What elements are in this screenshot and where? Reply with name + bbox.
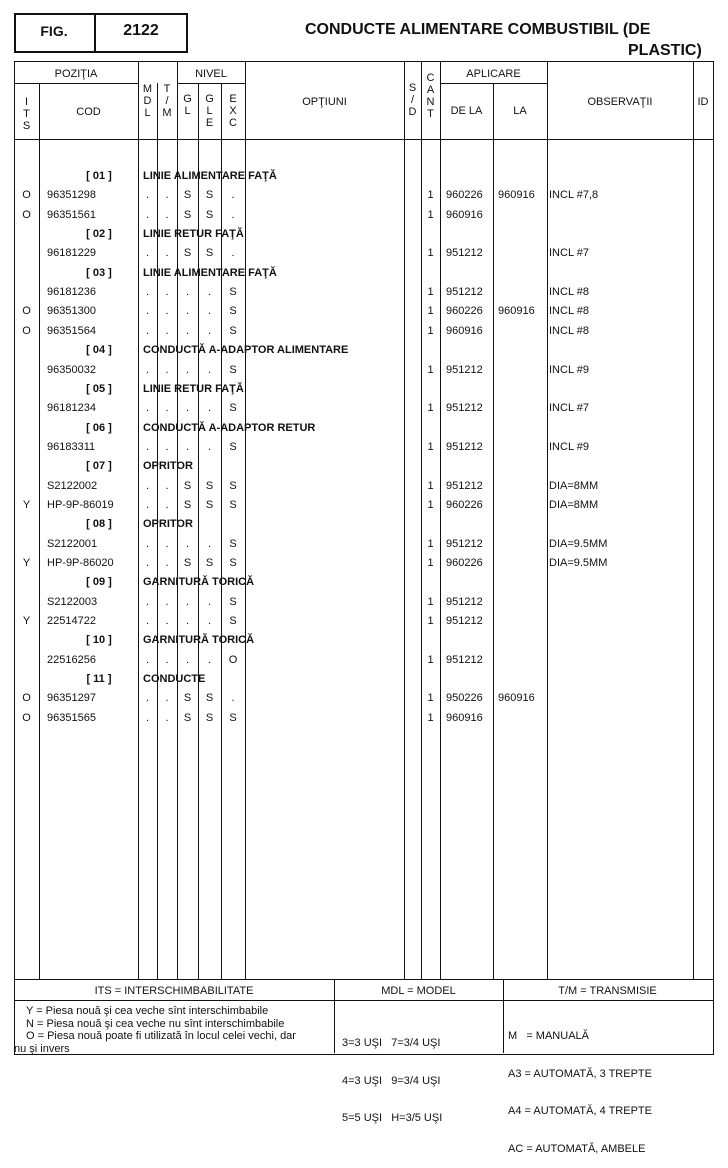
header-nivel: NIVEL — [195, 68, 227, 80]
cell-mdl: . — [145, 189, 150, 202]
col-line-la — [547, 61, 548, 979]
cell-gl: S — [183, 247, 192, 260]
position-number: [ 02 ] — [86, 228, 112, 241]
cell-cant: 1 — [427, 537, 434, 550]
its-legend-line: O = Piesa nouă poate fi utilizată în locul celei vechi, dar — [26, 1030, 296, 1042]
cell-gl: . — [185, 537, 190, 550]
cell-mdl: . — [145, 557, 150, 569]
cell-de-la: 960916 — [446, 324, 483, 337]
cell-tm: . — [165, 615, 169, 628]
cell-its: O — [22, 305, 31, 318]
cell-cant: 1 — [427, 711, 434, 724]
cell-exc: S — [229, 305, 237, 318]
cell-mdl: . — [145, 324, 150, 337]
cell-its: O — [22, 324, 31, 337]
group-title: LINIE ALIMENTARE FAŢĂ — [143, 170, 277, 182]
cell-tm: . — [165, 653, 169, 666]
cell-cod: S2122002 — [47, 479, 98, 492]
position-number: [ 11 ] — [86, 673, 112, 686]
its-legend-line: Y = Piesa nouă şi cea veche sînt interschimbabile — [26, 1005, 269, 1017]
cell-its: O — [22, 692, 31, 705]
cell-cod: 96351564 — [47, 324, 96, 337]
cell-cod: HP-9P-86019 — [47, 498, 114, 511]
footer-mdl-title: MDL = MODEL — [381, 985, 456, 997]
header-exc: E X C — [229, 93, 237, 129]
cell-mdl: . — [145, 537, 150, 550]
cell-tm: . — [165, 208, 169, 221]
header-divider — [14, 139, 713, 140]
cell-la: 960916 — [498, 189, 535, 202]
cell-gle: . — [207, 595, 212, 608]
col-line-exc — [245, 61, 246, 979]
cell-tm: . — [165, 402, 169, 415]
cell-gle: S — [205, 692, 214, 705]
cell-cant: 1 — [427, 286, 434, 299]
cell-tm: . — [165, 479, 169, 492]
cell-gl: S — [183, 711, 192, 724]
col-line-obs — [693, 61, 694, 979]
cell-exc: . — [231, 692, 235, 705]
position-number: [ 10 ] — [86, 634, 112, 647]
mdl-legend-line: 3=3 UŞI 7=3/4 UŞI — [342, 1037, 441, 1049]
cell-mdl: . — [145, 711, 150, 724]
cell-cant: 1 — [427, 440, 434, 453]
cell-cant: 1 — [427, 247, 434, 260]
cell-tm: . — [165, 286, 169, 299]
cell-gl: S — [183, 692, 192, 705]
cell-obs: DIA=8MM — [549, 498, 599, 511]
cell-exc: . — [231, 247, 235, 260]
cell-tm: . — [165, 363, 169, 376]
tm-legend-line: AC = AUTOMATĂ, AMBELE — [508, 1142, 646, 1155]
cell-exc: S — [229, 324, 237, 337]
cell-de-la: 950226 — [446, 692, 483, 705]
cell-obs: INCL #8 — [549, 324, 589, 337]
position-number: [ 03 ] — [86, 266, 112, 279]
cell-de-la: 951212 — [446, 537, 483, 550]
cell-cant: 1 — [427, 324, 434, 337]
cell-exc: S — [229, 537, 237, 550]
cell-gle: . — [207, 324, 212, 337]
header-cant: C A N T — [426, 72, 435, 120]
cell-exc: S — [229, 402, 237, 415]
cell-de-la: 951212 — [446, 595, 483, 608]
cell-cod: 96351565 — [47, 711, 96, 724]
cell-mdl: . — [145, 440, 150, 453]
cell-obs: INCL #9 — [549, 363, 589, 376]
tm-legend-line: A4 = AUTOMATĂ, 4 TREPTE — [508, 1105, 652, 1117]
cell-gle: S — [205, 498, 214, 511]
cell-gl: . — [185, 324, 190, 337]
cell-de-la: 960226 — [446, 305, 483, 318]
cell-obs: INCL #9 — [549, 440, 589, 453]
header-observatii: OBSERVAŢII — [587, 96, 653, 108]
cell-gle: . — [207, 653, 212, 666]
position-number: [ 01 ] — [86, 170, 112, 182]
footer-its-title: ITS = INTERSCHIMBABILITATE — [94, 985, 254, 997]
fig-number: 2122 — [123, 22, 159, 39]
fig-label: FIG. — [40, 23, 68, 39]
footer-top-line — [14, 979, 713, 980]
cell-de-la: 951212 — [446, 247, 483, 260]
cell-cod: 96181236 — [47, 286, 96, 299]
cell-obs: INCL #7 — [549, 402, 589, 415]
cell-mdl: . — [145, 479, 150, 492]
cell-exc: S — [229, 595, 237, 608]
footer-mdl-legend — [342, 1012, 442, 1137]
cell-gle: S — [205, 479, 214, 492]
cell-mdl: . — [145, 595, 150, 608]
cell-gl: . — [185, 402, 190, 415]
nivel-underline — [177, 83, 245, 84]
cell-gle: . — [207, 305, 212, 318]
cell-gle: . — [207, 363, 212, 376]
header-cod: COD — [76, 106, 101, 118]
cell-its: Y — [22, 498, 31, 511]
cell-tm: . — [165, 498, 169, 511]
cell-mdl: . — [145, 363, 150, 376]
position-number: [ 06 ] — [86, 421, 112, 434]
cell-gl: . — [185, 305, 190, 318]
group-title: CONDUCTE — [143, 673, 206, 686]
cell-gl: S — [183, 557, 192, 569]
group-title: LINIE RETUR FAŢĂ — [143, 382, 244, 395]
cell-cod: 96351297 — [47, 692, 96, 705]
cell-gl: S — [183, 189, 192, 202]
footer-its-legend — [14, 1005, 332, 1055]
position-number: [ 07 ] — [86, 460, 112, 473]
cell-cod: 96181234 — [47, 402, 96, 415]
cell-tm: . — [165, 537, 169, 550]
cell-la: 960916 — [498, 305, 535, 318]
cell-gl: . — [185, 653, 190, 666]
cell-cant: 1 — [427, 363, 434, 376]
cell-cant: 1 — [427, 653, 434, 666]
cell-obs: DIA=8MM — [549, 479, 599, 492]
cell-exc: S — [229, 498, 237, 511]
position-number: [ 05 ] — [86, 382, 112, 395]
cell-its: O — [22, 711, 31, 724]
header-pozitia: POZIŢIA — [54, 68, 98, 80]
cell-gle: S — [205, 557, 214, 569]
cell-de-la: 960916 — [446, 711, 483, 724]
cell-exc: S — [229, 615, 237, 628]
cell-tm: . — [165, 440, 169, 453]
mdl-legend-line: 5=5 UŞI H=3/5 UŞI — [342, 1112, 443, 1124]
cell-cod: 96183311 — [47, 440, 96, 453]
cell-gle: . — [207, 615, 212, 628]
cell-gle: S — [205, 247, 214, 260]
cell-tm: . — [165, 189, 169, 202]
cell-gle: . — [207, 286, 212, 299]
cell-cod: 22516256 — [47, 653, 96, 666]
cell-de-la: 951212 — [446, 653, 483, 666]
cell-gl: . — [185, 286, 190, 299]
pozitia-underline — [14, 83, 138, 84]
group-title: OPRITOR — [143, 518, 193, 531]
cell-gle: S — [205, 711, 214, 724]
cell-cant: 1 — [427, 189, 434, 202]
position-number: [ 09 ] — [86, 576, 112, 589]
cell-cod: 22514722 — [47, 615, 96, 628]
cell-de-la: 951212 — [446, 402, 483, 415]
col-line-optiuni — [404, 61, 405, 979]
header-de-la: DE LA — [450, 105, 483, 117]
cell-exc: S — [229, 440, 237, 453]
group-title: LINIE ALIMENTARE FAŢĂ — [143, 266, 277, 279]
cell-cod: 96350032 — [47, 363, 96, 376]
position-number: [ 08 ] — [86, 518, 112, 531]
col-line-dela — [493, 83, 494, 979]
cell-exc: S — [229, 363, 237, 376]
cell-cod: 96181229 — [47, 247, 96, 260]
footer-tm-legend — [508, 1005, 652, 1168]
cell-mdl: . — [145, 208, 150, 221]
cell-exc: S — [229, 286, 237, 299]
cell-de-la: 960226 — [446, 498, 483, 511]
cell-de-la: 951212 — [446, 440, 483, 453]
page-title-line2: PLASTIC) — [628, 42, 702, 59]
cell-mdl: . — [145, 402, 150, 415]
cell-its: O — [22, 189, 31, 202]
cell-cod: 96351561 — [47, 208, 96, 221]
cell-tm: . — [165, 692, 169, 705]
group-title: OPRITOR — [143, 460, 193, 473]
cell-obs: INCL #8 — [549, 286, 589, 299]
cell-gle: . — [207, 537, 212, 550]
cell-de-la: 960226 — [446, 189, 483, 202]
cell-obs: DIA=9.5MM — [549, 537, 608, 550]
group-title: GARNITURĂ TORICĂ — [143, 634, 255, 647]
tm-legend-line: M = MANUALĂ — [508, 1030, 589, 1042]
cell-cant: 1 — [427, 402, 434, 415]
cell-obs: INCL #7,8 — [549, 189, 599, 202]
cell-mdl: . — [145, 247, 150, 260]
cell-cant: 1 — [427, 595, 434, 608]
cell-tm: . — [165, 247, 169, 260]
col-line-its — [39, 83, 40, 979]
col-line-cant — [440, 61, 441, 979]
cell-exc: S — [229, 479, 237, 492]
cell-tm: . — [165, 711, 169, 724]
cell-de-la: 951212 — [446, 479, 483, 492]
cell-de-la: 960226 — [446, 557, 483, 569]
cell-de-la: 951212 — [446, 615, 483, 628]
cell-tm: . — [165, 324, 169, 337]
cell-gl: . — [185, 440, 190, 453]
cell-de-la: 951212 — [446, 363, 483, 376]
cell-cant: 1 — [427, 208, 434, 221]
cell-mdl: . — [145, 692, 150, 705]
cell-exc: S — [229, 557, 237, 569]
footer-tm-title: T/M = TRANSMISIE — [558, 985, 657, 997]
footer-title-line — [14, 1000, 713, 1001]
cell-gl: . — [185, 615, 190, 628]
cell-gl: . — [185, 595, 190, 608]
group-title: CONDUCTĂ A-ADAPTOR RETUR — [143, 421, 316, 434]
cell-tm: . — [165, 305, 169, 318]
header-tm: T / M — [162, 83, 172, 119]
parts-table-frame — [14, 61, 714, 1055]
cell-obs: INCL #8 — [549, 305, 589, 318]
cell-cod: S2122003 — [47, 595, 98, 608]
header-gl: G L — [183, 93, 192, 117]
cell-cant: 1 — [427, 615, 434, 628]
header-aplicare: APLICARE — [466, 68, 521, 80]
cell-exc: S — [229, 711, 237, 724]
cell-its: O — [22, 208, 31, 221]
cell-gl: S — [183, 208, 192, 221]
cell-gl: S — [183, 498, 192, 511]
cell-cant: 1 — [427, 692, 434, 705]
its-legend-line: nu şi invers — [14, 1042, 70, 1055]
cell-tm: . — [165, 595, 169, 608]
header-optiuni: OPŢIUNI — [302, 96, 347, 108]
cell-gl: . — [185, 363, 190, 376]
cell-mdl: . — [145, 305, 150, 318]
cell-gl: S — [183, 479, 192, 492]
cell-gle: S — [205, 189, 214, 202]
cell-obs: DIA=9.5MM — [549, 557, 608, 569]
its-legend-line: N = Piesa nouă şi cea veche nu sînt interschimbabile — [26, 1017, 285, 1030]
cell-cant: 1 — [427, 305, 434, 318]
position-number: [ 04 ] — [86, 344, 112, 357]
cell-cod: HP-9P-86020 — [47, 557, 114, 569]
cell-its: Y — [22, 557, 31, 569]
cell-gle: . — [207, 402, 212, 415]
cell-la: 960916 — [498, 692, 535, 705]
mdl-legend-line: 4=3 UŞI 9=3/4 UŞI — [342, 1074, 441, 1087]
cell-mdl: . — [145, 653, 150, 666]
cell-exc: O — [228, 653, 238, 666]
header-la: LA — [513, 105, 527, 117]
cell-cod: S2122001 — [47, 537, 98, 550]
cell-its: Y — [22, 615, 31, 628]
group-title: CONDUCTĂ A-ADAPTOR ALIMENTARE — [143, 344, 349, 357]
cell-cod: 96351300 — [47, 305, 96, 318]
cell-cod: 96351298 — [47, 189, 96, 202]
cell-cant: 1 — [427, 498, 434, 511]
tm-legend-line: A3 = AUTOMATĂ, 3 TREPTE — [508, 1067, 652, 1080]
header-mdl: M D L — [142, 83, 153, 119]
header-its: I T S — [22, 96, 31, 132]
group-title: GARNITURĂ TORICĂ — [143, 576, 255, 589]
cell-obs: INCL #7 — [549, 247, 589, 260]
cell-mdl: . — [145, 615, 150, 628]
header-id: ID — [697, 96, 709, 108]
cell-gle: . — [207, 440, 212, 453]
group-title: LINIE RETUR FAŢĂ — [143, 228, 244, 241]
cell-exc: . — [231, 208, 235, 221]
cell-de-la: 960916 — [446, 208, 483, 221]
cell-mdl: . — [145, 498, 150, 511]
cell-tm: . — [165, 557, 169, 569]
header-gle: G L E — [205, 93, 214, 129]
header-sd: S / D — [408, 82, 417, 118]
cell-exc: . — [231, 189, 235, 202]
cell-cant: 1 — [427, 479, 434, 492]
page-title-line1: CONDUCTE ALIMENTARE COMBUSTIBIL (DE — [305, 21, 651, 38]
cell-gle: S — [205, 208, 214, 221]
cell-mdl: . — [145, 286, 150, 299]
cell-de-la: 951212 — [446, 286, 483, 299]
cell-cant: 1 — [427, 557, 434, 569]
